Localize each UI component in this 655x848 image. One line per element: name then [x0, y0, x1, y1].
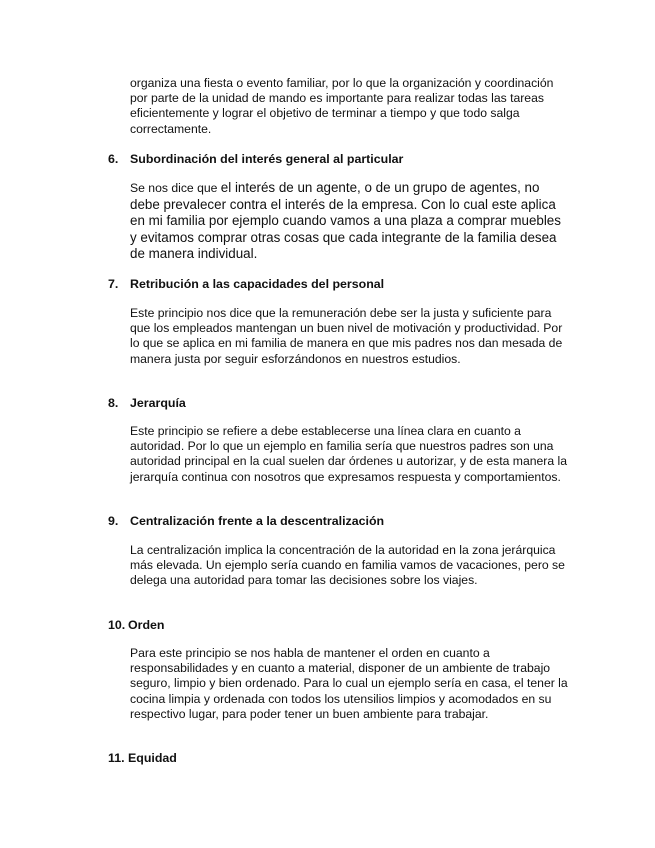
section-title: Equidad [128, 751, 177, 765]
section-body-10: Para este principio se nos habla de mantener el orden en cuanto a responsabilidades y en cuanto a material, disponer de un ambiente de trabajo seguro, limpio y bien ordenado. Para lo cual un ejemplo sería en casa, el tener la cocina limpia y ordenada con todos los utensilios limpios y acomodados en su respectivo lugar, para poder tener un buen ambiente para trabajar. [130, 646, 568, 721]
section-heading-9 [108, 514, 384, 529]
section-heading-10 [108, 618, 165, 633]
section-body-text: el interés de un agente, o de un grupo de agentes, no debe prevalecer contra el interés de la empresa. Con lo cual este aplica en mi familia por ejemplo cuando vamos a una plaza a comprar muebles y evitamos comprar otras cosas que cada integrante de la familia desea de manera individual. [130, 180, 561, 262]
section-body-7: Este principio nos dice que la remuneración debe ser la justa y suficiente para que los empleados mantengan un buen nivel de motivación y productividad. Por lo que se aplica en mi familia de manera en que mis padres nos dan mesada de manera justa por seguir esforzándonos en nuestros estudios. [130, 306, 563, 366]
section-number: 8. [108, 396, 119, 410]
section-title: Subordinación del interés general al particular [130, 152, 404, 166]
intro-paragraph: organiza una fiesta o evento familiar, por lo que la organización y coordinación por parte de la unidad de mando es importante para realizar todas las tareas eficientemente y lograr el objetivo de terminar a tiempo y que todo salga correctamente. [130, 76, 554, 136]
section-title: Centralización frente a la descentralización [130, 514, 385, 528]
section-title: Retribución a las capacidades del personal [130, 277, 385, 291]
section-body-8: Este principio se refiere a debe establecerse una línea clara en cuanto a autoridad. Por lo que un ejemplo en familia sería que nuestros padres son una autoridad principal en la cual suelen dar órdenes u autorizar, y de esta manera la jerarquía continua con nosotros que expresamos respuesta y comportamientos. [130, 424, 567, 484]
section-title: Orden [128, 618, 165, 632]
section-number: 6. [108, 152, 119, 166]
section-heading-8 [108, 396, 186, 411]
section-number: 9. [108, 514, 119, 528]
section-heading-7 [108, 277, 384, 292]
section-number: 7. [108, 277, 119, 291]
section-body-6 [130, 180, 570, 263]
section-number: 11. [108, 751, 125, 765]
section-heading-6 [108, 152, 403, 167]
section-body-9: La centralización implica la concentración de la autoridad en la zona jerárquica más elevada. Un ejemplo sería cuando en familia vamos de vacaciones, pero se delega una autoridad para tomar las decisiones sobre los viajes. [130, 543, 565, 588]
section-title: Jerarquía [130, 396, 186, 410]
section-number: 10. [108, 618, 126, 632]
section-body-lead: Se nos dice que [130, 181, 221, 195]
section-heading-11 [108, 751, 177, 766]
